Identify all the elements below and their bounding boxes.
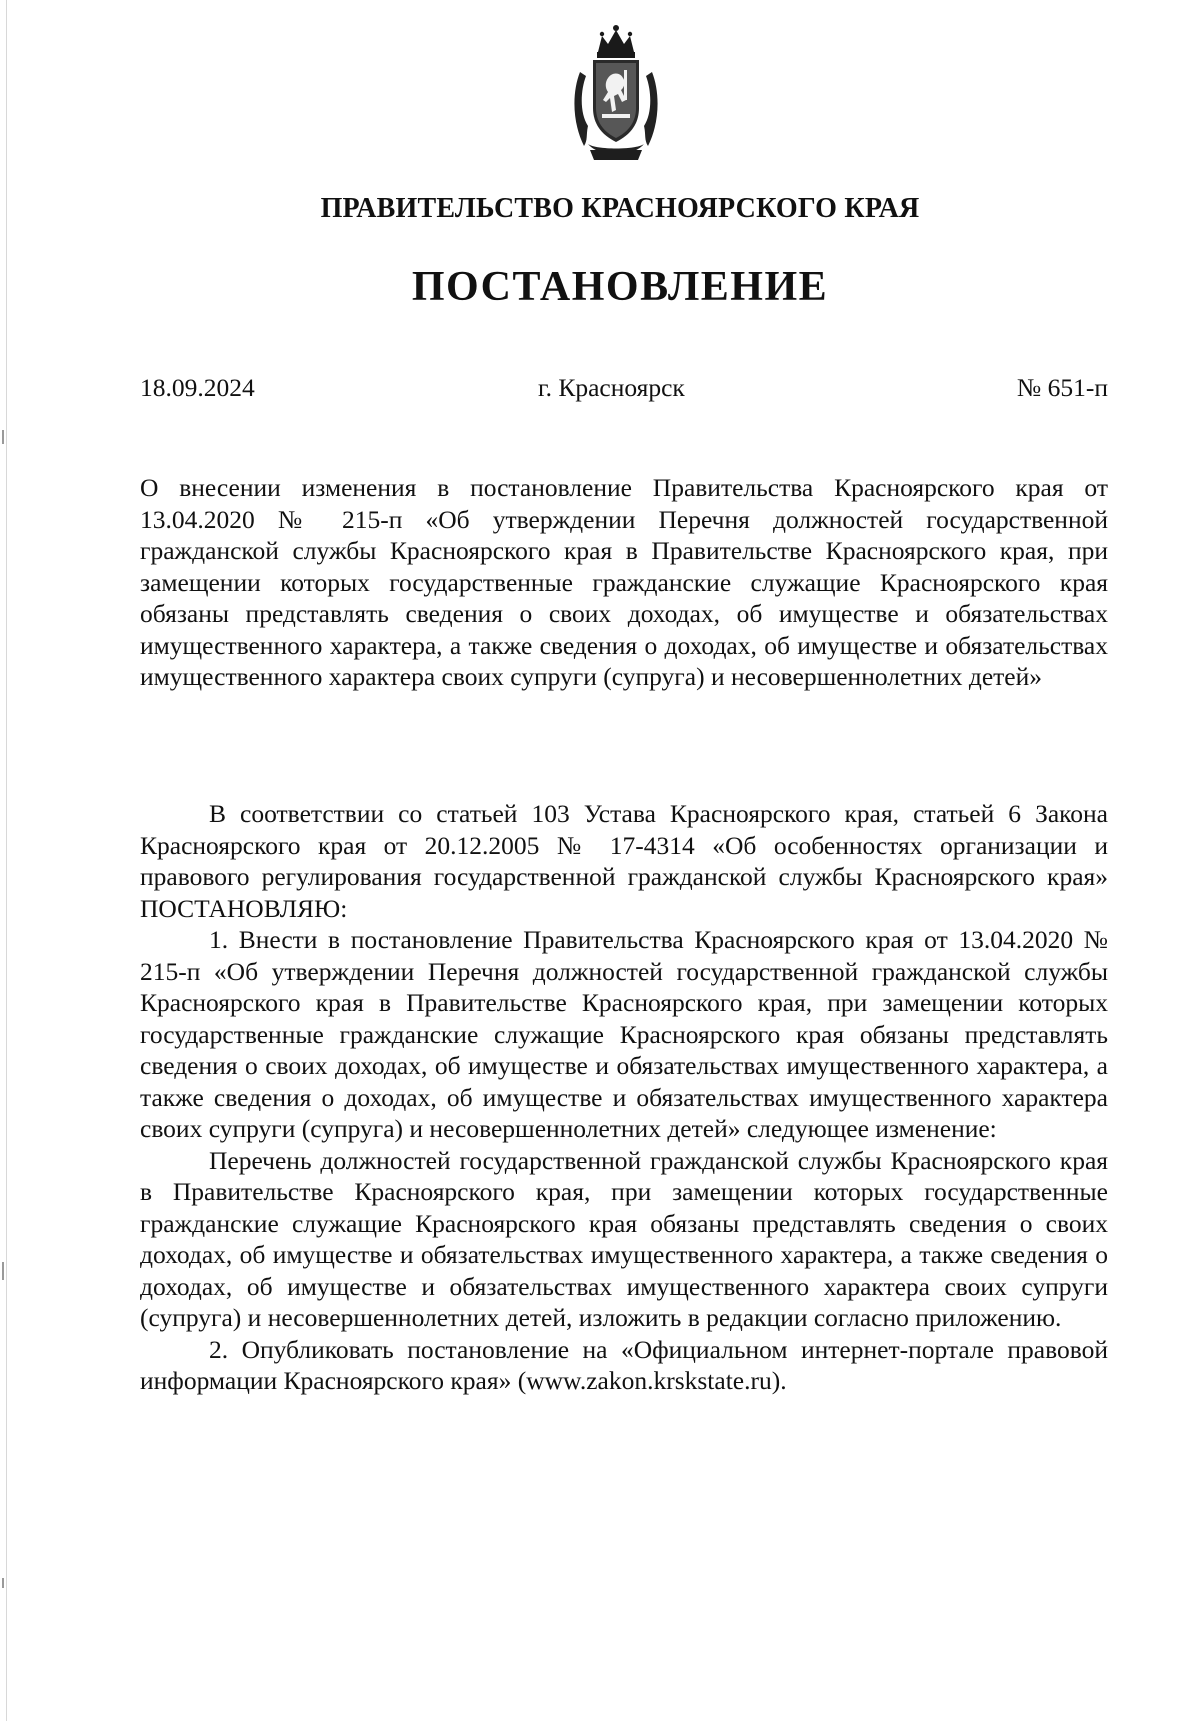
resolution-title-text: О внесении изменения в постановление Правительства Красноярского края от 13.04.2020 № 215-п «Об утверждении Перечня должностей государственной гражданской службы Красноярского края в Правительстве Красноярского края, при замещении которых государственные гражданские служащие Красноярского края обязаны представлять сведения о своих доходах, об имуществе и обязательствах имущественного характера, а также сведения о доходах, об имуществе и обязательствах имущественного характера своих супруги (супруга) и несовершеннолетних детей»	[140, 473, 1108, 691]
coat-of-arms-icon	[566, 22, 666, 164]
item-1-detail-paragraph: Перечень должностей государственной гражданской службы Красноярского края в Правительстве Красноярского края, при замещении которых государственные гражданские служащие Красноярского края обязаны представлять сведения о своих доходах, об имуществе и обязательствах имущественного характера, а также сведения о доходах, об имуществе и обязательствах имущественного характера своих супруги (супруга) и несовершеннолетних детей, изложить в редакции согласно приложению.	[140, 1145, 1108, 1332]
scan-edge-mark	[2, 430, 4, 444]
item-2-paragraph: 2. Опубликовать постановление на «Официальном интернет-портале правовой информации Красноярского края» (www.zakon.krskstate.ru).	[140, 1334, 1108, 1395]
document-number: № 651-п	[1016, 373, 1108, 402]
scan-edge-mark	[2, 1262, 4, 1280]
item-1-paragraph: 1. Внести в постановление Правительства Красноярского края от 13.04.2020 № 215-п «Об утверждении Перечня должностей государственной гражданской службы Красноярского края в Правительстве Красноярского края, при замещении которых государственные гражданские служащие Красноярского края обязаны представлять сведения о своих доходах, об имуществе и обязательствах имущественного характера, а также сведения о доходах, об имуществе и обязательствах имущественного характера своих супруги (супруга) и несовершеннолетних детей» следующее изменение:	[140, 925, 1108, 1143]
document-city: г. Красноярск	[538, 373, 685, 402]
document-date: 18.09.2024	[140, 373, 255, 402]
scan-edge-line	[6, 0, 7, 1721]
resolution-body	[140, 798, 1108, 1397]
document-type-title: ПОСТАНОВЛЕНИЕ	[411, 264, 829, 310]
government-title: ПРАВИТЕЛЬСТВО КРАСНОЯРСКОГО КРАЯ	[320, 193, 920, 224]
scan-edge-mark	[2, 1578, 4, 1588]
resolution-title	[140, 472, 1108, 693]
preamble-paragraph: В соответствии со статьей 103 Устава Красноярского края, статьей 6 Закона Красноярского края от 20.12.2005 № 17-4314 «Об особенностях организации и правового регулирования государственной гражданской службы Красноярского края» ПОСТАНОВЛЯЮ:	[140, 799, 1108, 923]
